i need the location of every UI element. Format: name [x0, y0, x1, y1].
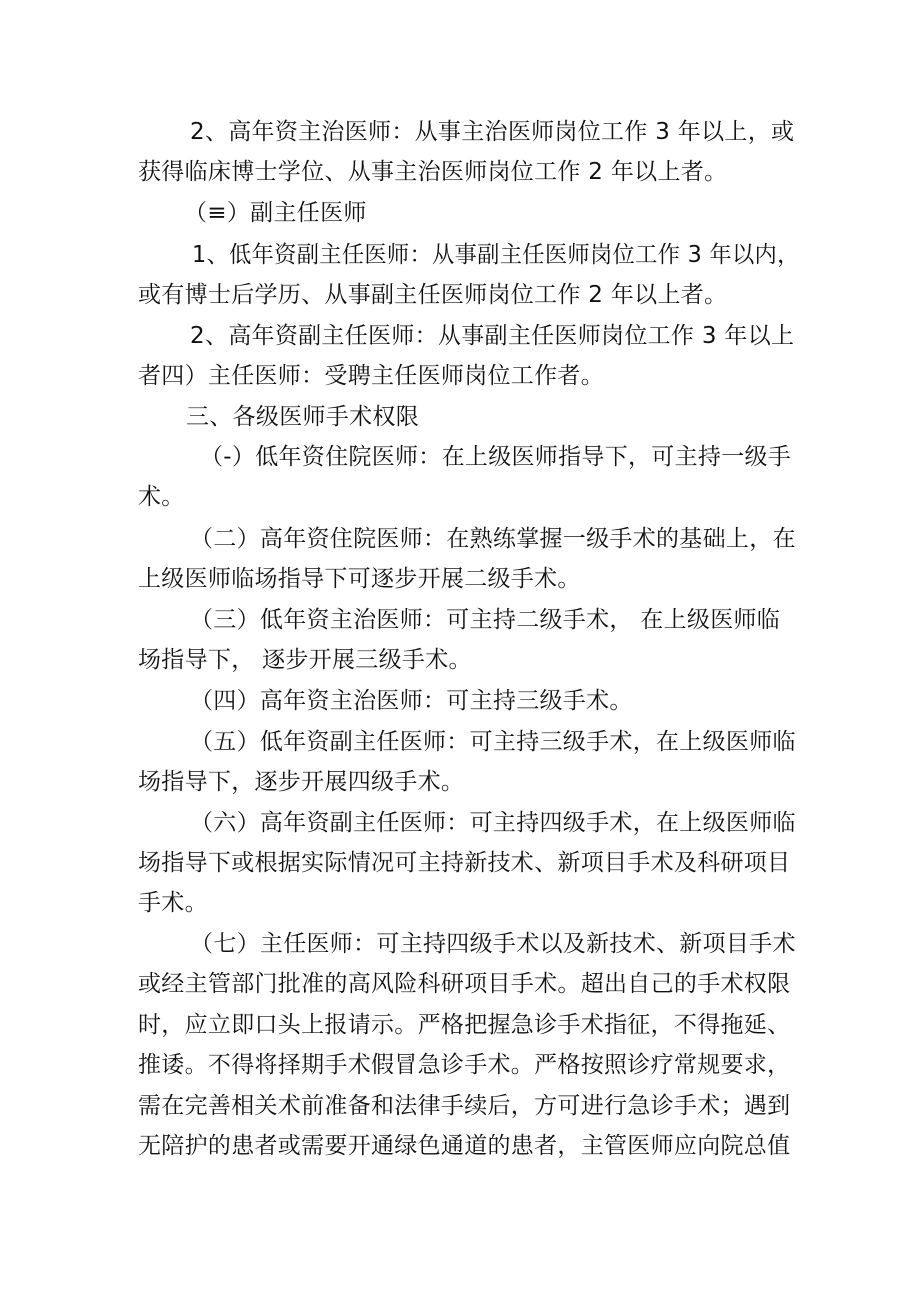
- paragraph-line: （六）高年资副主任医师：可主持四级手术，在上级医师临: [190, 810, 796, 836]
- paragraph-line: （二）高年资住院医师：在熟练掌握一级手术的基础上，在: [190, 526, 796, 552]
- section-heading: 三、各级医师手术权限: [186, 404, 419, 430]
- paragraph-line: 者四）主任医师：受聘主任医师岗位工作者。: [138, 363, 604, 389]
- paragraph-line: （七）主任医师：可主持四级手术以及新技术、新项目手术: [190, 931, 796, 957]
- paragraph-line: 2、高年资副主任医师：从事副主任医师岗位工作 3 年以上: [190, 323, 795, 349]
- paragraph-line: 1、低年资副主任医师：从事副主任医师岗位工作 3 年以内，: [192, 242, 800, 268]
- paragraph-line: 场指导下或根据实际情况可主持新技术、新项目手术及科研项目: [138, 850, 791, 876]
- paragraph-line: 时，应立即口头上报请示。严格把握急诊手术指征，不得拖延、: [138, 1012, 791, 1038]
- paragraph-line: 需在完善相关术前准备和法律手续后，方可进行急诊手术；遇到: [138, 1093, 791, 1119]
- paragraph-line: 无陪护的患者或需要开通绿色通道的患者，主管医师应向院总值: [138, 1133, 791, 1159]
- paragraph-line: 或有博士后学历、从事副主任医师岗位工作 2 年以上者。: [138, 282, 728, 308]
- section-heading: （≡）副主任医师: [184, 200, 367, 226]
- paragraph-line: 术。: [138, 484, 185, 510]
- paragraph-line: 获得临床博士学位、从事主治医师岗位工作 2 年以上者。: [138, 159, 728, 185]
- paragraph-line: （五）低年资副主任医师：可主持三级手术，在上级医师临: [190, 729, 796, 755]
- paragraph-line: （四）高年资主治医师：可主持三级手术。: [190, 688, 633, 714]
- paragraph-line: （-）低年资住院医师：在上级医师指导下，可主持一级手: [200, 444, 792, 470]
- paragraph-line: （三）低年资主治医师：可主持二级手术， 在上级医师临: [190, 607, 781, 633]
- paragraph-line: 推诿。不得将择期手术假冒急诊手术。严格按照诊疗常规要求，: [138, 1052, 791, 1078]
- paragraph-line: 场指导下，逐步开展四级手术。: [138, 769, 465, 795]
- paragraph-line: 场指导下， 逐步开展三级手术。: [138, 647, 472, 673]
- paragraph-line: 上级医师临场指导下可逐步开展二级手术。: [138, 566, 581, 592]
- paragraph-line: 2、高年资主治医师：从事主治医师岗位工作 3 年以上，或: [190, 119, 795, 145]
- paragraph-line: 手术。: [138, 890, 208, 916]
- paragraph-line: 或经主管部门批准的高风险科研项目手术。超出自己的手术权限: [138, 971, 791, 997]
